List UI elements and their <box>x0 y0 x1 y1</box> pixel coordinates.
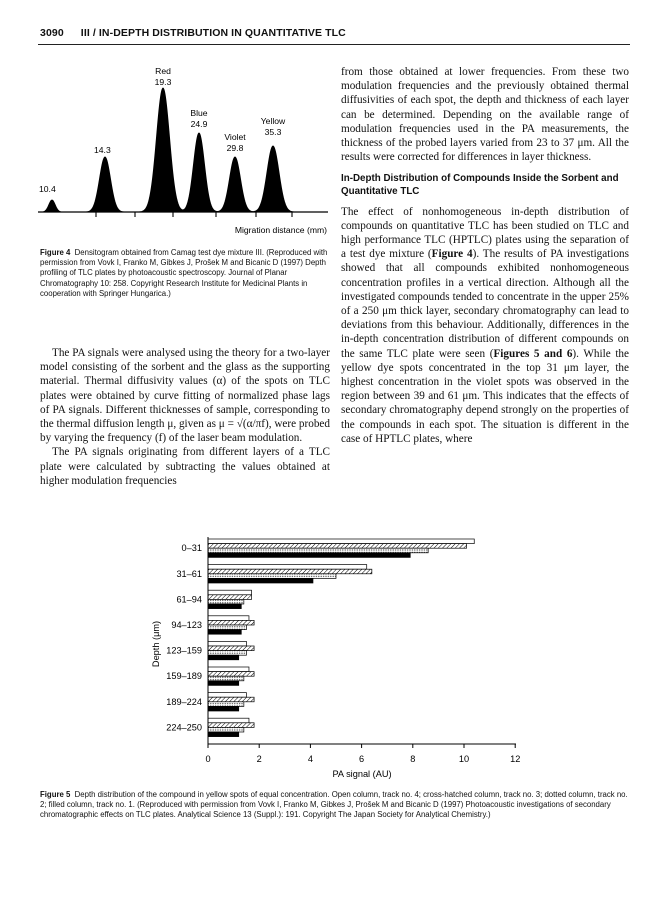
figure5-category-label: 61–94 <box>176 594 202 605</box>
figure5-caption <box>40 790 630 821</box>
bar-track-4 <box>208 667 249 672</box>
figures-5-6-link[interactable]: Figures 5 and 6 <box>493 347 573 360</box>
figure5-x-tick-label: 0 <box>205 754 211 764</box>
bar-track-4 <box>208 590 252 595</box>
bar-track-3 <box>208 723 254 728</box>
figure5-category-label: 224–250 <box>166 722 202 733</box>
paragraph-text: ). The results of PA investigations showed that all compounds exhibited nonhomogeneous concentration profiles in a vertical direction. Although all the investigated compounds tended to concentrate in the upper 25% of a 250 μm thick layer, secondary chromatography can lead to deviations from this behaviour. Additionally, differences in the in-depth concentration distribution of different compounds on the same TLC plate were seen ( <box>341 248 629 360</box>
bar-track-2 <box>208 676 244 681</box>
running-header <box>40 27 346 39</box>
bar-track-1 <box>208 553 410 558</box>
figure5-ylabel: Depth (μm) <box>151 620 161 668</box>
left-column <box>40 346 330 488</box>
page-number: 3090 <box>40 27 64 39</box>
bar-track-4 <box>208 616 249 621</box>
figure4-trace <box>38 88 328 212</box>
figure4-peak-name: Blue <box>190 108 208 118</box>
figure4-peak-value: 35.3 <box>264 127 282 137</box>
figure5-chart <box>140 532 540 780</box>
figure5-x-tick-label: 8 <box>410 754 416 764</box>
figure4-peak-name: Yellow <box>260 116 286 126</box>
bar-track-1 <box>208 630 241 635</box>
figure5-x-tick-label: 6 <box>359 754 365 764</box>
figure4-xlabel: Migration distance (mm) <box>234 225 327 235</box>
bar-track-4 <box>208 693 246 698</box>
figure5-xlabel: PA signal (AU) <box>332 769 392 779</box>
bar-track-1 <box>208 655 239 660</box>
figure4-caption-label: Figure 4 <box>40 248 71 257</box>
bar-track-3 <box>208 595 252 600</box>
header-rule <box>38 44 630 45</box>
right-paragraph-1: from those obtained at lower frequencies. From these two modulation frequencies and the previously obtained thermal diffusivities of each spot, the depth and thickness of each layer can be determined. Depending on the available range of modulation frequencies used in the PA measurements, the thickness of the probed layers varied from 23 to 37 μm. All the results were corrected for differences in layer thickness. <box>341 66 629 164</box>
paragraph-text: ). While the yellow dye spots concentrated in the top 31 μm layer, the highest concentration in the violet spots was observed in the region between 39 and 61 μm. This indicates that the effects of secondary chromatography depend strongly on the properties of the compounds in each spot. The situation is different in the case of HPTLC plates, where <box>341 347 629 445</box>
bar-track-1 <box>208 706 239 711</box>
figure5-x-tick-label: 10 <box>458 754 470 764</box>
figure5-x-tick-label: 4 <box>307 754 313 764</box>
figure5-category-label: 159–189 <box>166 671 202 682</box>
figure4-peak-value: 10.4 <box>39 184 56 194</box>
bar-track-4 <box>208 641 246 646</box>
figure5-category-label: 0–31 <box>181 543 202 554</box>
bar-track-4 <box>208 565 367 570</box>
figure4-caption <box>40 248 332 299</box>
bar-track-2 <box>208 702 244 707</box>
figure4-caption-text: Densitogram obtained from Camag test dye mixture III. (Reproduced with permission from Vovk I, Franko M, Gibkes J, Prošek M and Bicanic D (1997) Depth profiling of TLC plates by photoacoustic spectroscopy. Journal of Planar Chromatography 10: 258. Copyright Research Institute for Medicinal Plants in cooperation with Springer Hungarica.) <box>40 248 328 298</box>
figure5-caption-text: Depth distribution of the compound in yellow spots of equal concentration. Open column, track no. 4; cross-hatched column, track no. 3; dotted column, track no. 2; filled column, track no. 1. (Reproduced with permission from Vovk I, Franko M, Gibkes J, Prošek M and Bicanic D (1997) Photoacoustic investigations of secondary chromatographic effects on TLC plates. Analytical Science 13 (Suppl.): 191. Copyright The Japan Society for Analytical Chemistry.) <box>40 790 628 820</box>
bar-track-2 <box>208 625 246 630</box>
bar-track-1 <box>208 578 313 583</box>
bar-track-2 <box>208 574 336 579</box>
right-paragraph-2 <box>341 205 629 446</box>
figure5-category-label: 31–61 <box>176 568 202 579</box>
figure5-category-label: 123–159 <box>166 645 202 656</box>
bar-track-1 <box>208 681 239 686</box>
running-title: III / IN-DEPTH DISTRIBUTION IN QUANTITATIVE TLC <box>80 27 346 39</box>
bar-track-3 <box>208 697 254 702</box>
bar-track-1 <box>208 732 239 737</box>
right-column <box>341 65 629 446</box>
bar-track-4 <box>208 718 249 723</box>
figure5-category-label: 189–224 <box>166 696 202 707</box>
bar-track-3 <box>208 672 254 677</box>
bar-track-1 <box>208 604 241 609</box>
left-paragraph-2: The PA signals originating from different layers of a TLC plate were calculated by subtracting the values obtained at higher modulation frequencies <box>40 446 330 487</box>
bar-track-3 <box>208 544 467 549</box>
figure4-peak-value: 19.3 <box>154 77 172 87</box>
figure5-category-label: 94–123 <box>171 620 202 630</box>
figure5-x-tick-label: 2 <box>256 754 262 764</box>
figure5-caption-label: Figure 5 <box>40 790 71 799</box>
figure4-peak-value: 14.3 <box>94 145 111 155</box>
bar-track-4 <box>208 539 474 544</box>
section-subheading: In-Depth Distribution of Compounds Inside the Sorbent and Quantitative TLC <box>341 173 619 198</box>
bar-track-3 <box>208 620 254 625</box>
bar-track-2 <box>208 599 244 604</box>
figure5-x-tick-label: 12 <box>510 754 521 764</box>
figure4-link[interactable]: Figure 4 <box>431 248 473 261</box>
bar-track-2 <box>208 548 428 553</box>
left-paragraph-1: The PA signals were analysed using the theory for a two-layer model consisting of the sorbent and the glass as the supporting material. Thermal diffusivity values (α) of the spots on TLC plates were obtained by curve fitting of normalized phase lags of PA signals. Different thicknesses of sample, corresponding to the thermal diffusion length μ, given as μ = √(α/πf), were probed by varying the frequency (f) of the laser beam modulation. <box>40 347 330 445</box>
paragraph-text: The effect of nonhomogeneous in-depth distribution of compounds on quantitative TLC has been studied on TLC and high performance TLC (HPTLC) plates using the separation of a test dye mixture ( <box>341 205 629 261</box>
figure4-peak-value: 29.8 <box>226 143 244 153</box>
figure4-peak-name: Red <box>155 66 171 76</box>
bar-track-3 <box>208 646 254 651</box>
figure4-peak-name: Violet <box>224 132 246 142</box>
bar-track-2 <box>208 651 246 656</box>
bar-track-3 <box>208 569 372 574</box>
figure4-peak-value: 24.9 <box>190 119 208 129</box>
bar-track-2 <box>208 727 244 732</box>
figure4-densitogram <box>38 58 332 240</box>
